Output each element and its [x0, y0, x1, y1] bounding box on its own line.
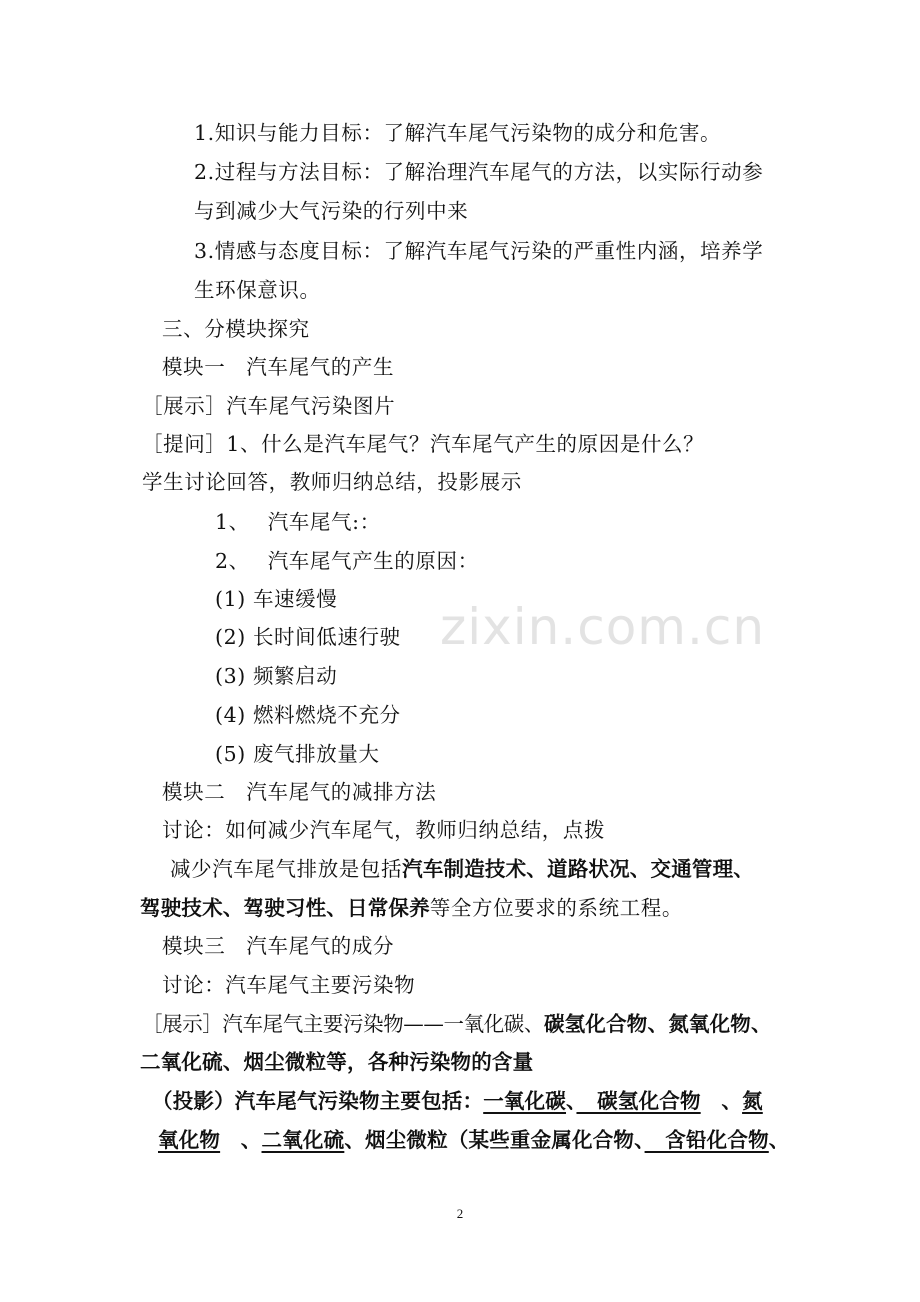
module-3-title: 模块三 汽车尾气的成分: [162, 934, 395, 958]
goal-3-line-2: 生环保意识。: [194, 278, 321, 302]
cause-item: (3) 频繁启动: [215, 664, 338, 688]
cause-item: (5) 废气排放量大: [215, 742, 380, 766]
cause-item: (4) 燃料燃烧不充分: [215, 703, 401, 727]
module-3-show-text: ［展示］汽车尾气主要污染物——一氧化碳、: [142, 1012, 544, 1036]
section-title: 三、分模块探究: [162, 317, 310, 341]
pollutant-hydrocarbons: 碳氢化合物: [576, 1089, 701, 1113]
module-2-paragraph-line-2: [140, 893, 683, 923]
pollutant-nox-part-1: 氮: [742, 1089, 763, 1113]
module-1-item-1: 1、 汽车尾气:：: [215, 510, 381, 534]
module-2-title: 模块二 汽车尾气的减排方法: [162, 780, 437, 804]
module-3-show-bold: 碳氢化合物、氮氧化物、: [544, 1012, 772, 1036]
pollutant-lead-compounds: 含铅化合物: [644, 1128, 769, 1152]
watermark: zixin.com.cn: [440, 598, 766, 656]
module-1-discussion: 学生讨论回答，教师归纳总结，投影展示: [142, 470, 522, 494]
pollutant-text: 、烟尘微粒（某些重金属化合物、: [344, 1128, 645, 1152]
module-3-show-line-2: 二氧化硫、烟尘微粒等，各种污染物的含量: [140, 1050, 534, 1074]
module-2-discussion: 讨论：如何减少汽车尾气，教师归纳总结，点拨: [162, 818, 606, 842]
goal-1: 1.知识与能力目标：了解汽车尾气污染物的成分和危害。: [194, 121, 722, 145]
projection-line-2: [158, 1125, 789, 1155]
pollutant-co: 一氧化碳: [483, 1089, 567, 1113]
page-number: 2: [456, 1206, 464, 1221]
module-2-paragraph-line-1: [170, 854, 754, 884]
module-3-discussion: 讨论：汽车尾气主要污染物: [162, 973, 416, 997]
separator: 、: [220, 1128, 262, 1152]
goal-2-line-1: 2.过程与方法目标：了解治理汽车尾气的方法，以实际行动参: [194, 160, 764, 184]
cause-item: (2) 长时间低速行驶: [215, 625, 401, 649]
pollutant-so2: 二氧化硫: [261, 1128, 345, 1152]
module-3-show-line-1: [142, 1009, 772, 1039]
goal-2-line-2: 与到减少大气污染的行列中来: [194, 199, 469, 223]
module-1-item-2: 2、 汽车尾气产生的原因：: [215, 549, 479, 573]
pollutant-nox-part-2: 氧化物: [158, 1128, 221, 1152]
separator: 、: [700, 1089, 743, 1113]
module-1-show: ［展示］汽车尾气污染图片: [142, 394, 396, 418]
module-2-bold-text: 驾驶技术、驾驶习性、日常保养: [140, 896, 430, 920]
projection-line-1: [152, 1086, 763, 1116]
cause-item: (1) 车速缓慢: [215, 587, 338, 611]
separator: 、: [768, 1128, 790, 1152]
module-2-text: 减少汽车尾气排放是包括: [170, 857, 403, 881]
module-2-bold-text: 汽车制造技术、道路状况、交通管理、: [402, 857, 755, 881]
module-2-text: 等全方位要求的系统工程。: [429, 896, 684, 920]
separator: 、: [566, 1089, 577, 1113]
goal-3-line-1: 3.情感与态度目标：了解汽车尾气污染的严重性内涵，培养学: [194, 239, 764, 263]
module-1-title: 模块一 汽车尾气的产生: [162, 355, 395, 379]
module-1-question: ［提问］1、什么是汽车尾气？汽车尾气产生的原因是什么？: [142, 432, 705, 456]
projection-label: （投影）汽车尾气污染物主要包括：: [152, 1089, 484, 1113]
